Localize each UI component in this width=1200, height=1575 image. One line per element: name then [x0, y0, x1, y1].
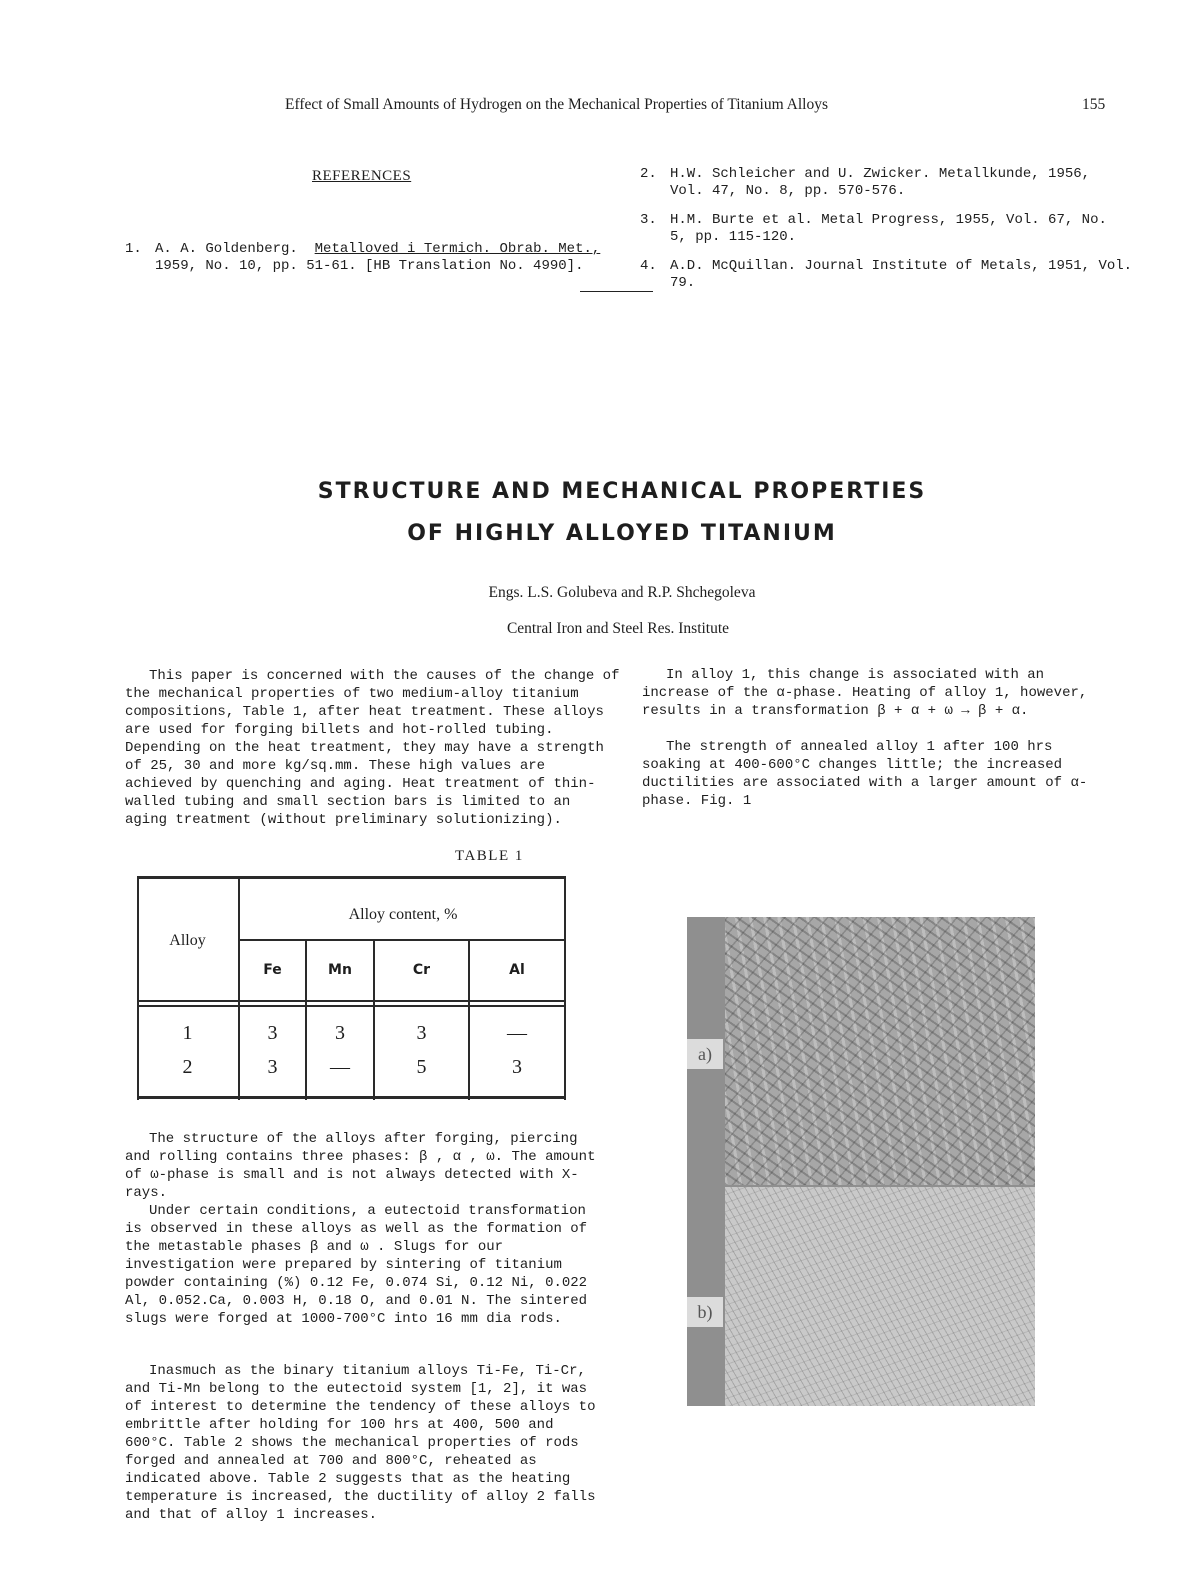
- table-rule: [238, 939, 566, 941]
- table-cell: 3: [267, 1022, 278, 1044]
- running-title: Effect of Small Amounts of Hydrogen on the Mechanical Properties of Titanium Alloys: [285, 96, 829, 113]
- reference-text: A.D. McQuillan. Journal Institute of Metals, 1951, Vol. 79.: [670, 258, 1133, 291]
- table-cell: 3: [416, 1022, 427, 1044]
- reference-text: H.M. Burte et al. Metal Progress, 1955, Vol. 67, No. 5, pp. 115-120.: [670, 212, 1107, 245]
- table-column-header: Al: [509, 962, 525, 978]
- figure-label-b: b): [687, 1297, 723, 1327]
- reference-detail: 1959, No. 10, pp. 51-61. [HB Translation No. 4990].: [155, 258, 584, 274]
- table-cell: 5: [416, 1056, 427, 1078]
- reference-source: Metalloved i Termich. Obrab. Met.,: [314, 241, 601, 257]
- references-heading: REFERENCES: [312, 168, 412, 184]
- reference-item: [125, 241, 605, 275]
- reference-number: 4.: [640, 258, 657, 274]
- reference-text: H.W. Schleicher and U. Zwicker. Metallkunde, 1956, Vol. 47, No. 8, pp. 570-576.: [670, 166, 1091, 199]
- table-cell: 3: [335, 1022, 345, 1044]
- table-cell: —: [507, 1022, 527, 1044]
- body-paragraph: [125, 1130, 605, 1202]
- reference-number: 3.: [640, 212, 657, 228]
- section-divider: [580, 291, 653, 292]
- page-number: 155: [1082, 96, 1106, 113]
- micrograph-panel-b: [725, 1187, 1035, 1406]
- reference-item: [640, 212, 1110, 246]
- table-rule: [137, 1005, 566, 1007]
- paragraph-text: The strength of annealed alloy 1 after 100 hrs soaking at 400-600°C changes little; the increased ductilities are associated with a larger amount of α-phase. Fig. 1: [642, 739, 1088, 809]
- article-title-line1: STRUCTURE AND MECHANICAL PROPERTIES: [317, 479, 927, 504]
- table-cell-alloy: 1: [182, 1022, 193, 1044]
- table-column-header: Fe: [263, 962, 282, 978]
- table-column-header: Mn: [328, 962, 352, 978]
- reference-item: [640, 258, 1140, 292]
- table-cell: 3: [267, 1056, 278, 1078]
- paragraph-text: In alloy 1, this change is associated with an increase of the α-phase. Heating of alloy 1, however, results in a transformation β + α + ω → β + α.: [642, 667, 1088, 719]
- reference-author: A. A. Goldenberg.: [155, 241, 298, 257]
- table-cell-alloy: 2: [182, 1056, 193, 1078]
- body-paragraph: [125, 1202, 605, 1328]
- paragraph-text: Inasmuch as the binary titanium alloys Ti-Fe, Ti-Cr, and Ti-Mn belong to the eutectoid system [1, 2], it was of interest to determine the tendency of these alloys to embrittle after holding for 100 hrs at 400, 500 and 600°C. Table 2 shows the mechanical properties of rods forged and annealed at 700 and 800°C, reheated as indicated above. Table 2 suggests that as the heating temperature is increased, the ductility of alloy 2 falls and that of alloy 1 increases.: [125, 1363, 596, 1523]
- body-paragraph: [125, 667, 620, 829]
- table-caption: TABLE 1: [455, 848, 524, 864]
- table-column-header: Cr: [412, 962, 431, 978]
- article-title-line2: OF HIGHLY ALLOYED TITANIUM: [407, 521, 837, 546]
- micrograph-panel-a: [725, 917, 1035, 1185]
- paragraph-text: The structure of the alloys after forging, piercing and rolling contains three phases: β , α , ω. The amount of ω-phase is small and is not always detected with X-rays.: [125, 1131, 596, 1201]
- micrograph-figure: [687, 917, 1035, 1406]
- table-cell: —: [330, 1056, 350, 1078]
- reference-number: 2.: [640, 166, 657, 182]
- table-cell: 3: [512, 1056, 522, 1078]
- table-rule: [137, 876, 566, 879]
- body-paragraph: [125, 1362, 605, 1524]
- reference-item: [640, 166, 1110, 200]
- article-authors: Engs. L.S. Golubeva and R.P. Shchegoleva: [488, 584, 756, 601]
- table-group-header: Alloy content, %: [348, 906, 458, 923]
- table-rule: [137, 1000, 566, 1002]
- table-row-header: Alloy: [169, 932, 206, 949]
- body-paragraph: [642, 738, 1117, 810]
- body-paragraph: [642, 666, 1117, 720]
- alloy-content-table: [137, 876, 566, 1100]
- article-affiliation: Central Iron and Steel Res. Institute: [506, 620, 730, 637]
- figure-label-a: a): [687, 1039, 723, 1069]
- table-rule: [137, 1096, 566, 1099]
- paragraph-text: Under certain conditions, a eutectoid transformation is observed in these alloys as well as the formation of the metastable phases β and ω . Slugs for our investigation were prepared by sintering of titanium powder containing (%) 0.12 Fe, 0.074 Si, 0.12 Ni, 0.022 Al, 0.052.Ca, 0.003 H, 0.18 O, and 0.01 N. The sintered slugs were forged at 1000-700°C into 16 mm dia rods.: [125, 1203, 588, 1327]
- paragraph-text: This paper is concerned with the causes of the change of the mechanical properties of two medium-alloy titanium compositions, Table 1, after heat treatment. These alloys are used for forging billets and hot-rolled tubing. Depending on the heat treatment, they may have a strength of 25, 30 and more kg/sq.mm. These high values are achieved by quenching and aging. Heat treatment of thin-walled tubing and small section bars is limited to an aging treatment (without preliminary solutionizing).: [125, 668, 620, 828]
- reference-number: 1.: [125, 241, 142, 257]
